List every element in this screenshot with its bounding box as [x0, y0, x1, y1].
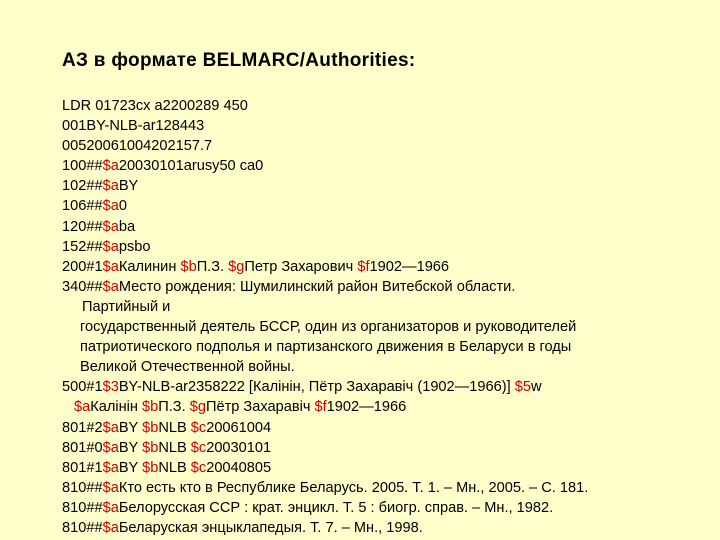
record-line: 120##$aba — [62, 218, 136, 235]
record-line: $aКалінін $bП.З. $gПётр Захаравіч $f1902—1966 — [74, 399, 407, 416]
record-line: Партийный и — [82, 298, 171, 315]
record-line: 001BY-NLB-ar128443 — [62, 118, 205, 135]
record-line: 100##$a20030101arusy50 ca0 — [62, 158, 264, 175]
record-line: 810##$aБелорусская ССР : крат. энцикл. Т. 5 : биогр. справ. – Мн., 1982. — [62, 499, 554, 516]
record-line: LDR 01723cx a2200289 450 — [62, 98, 248, 114]
record-line: Великой Отечественной войны. — [80, 359, 295, 376]
slide-title: АЗ в формате BELMARC/Authorities: — [62, 50, 416, 71]
record-line: 810##$aКто есть кто в Республике Беларусь. 2005. Т. 1. – Мн., 2005. – С. 181. — [62, 479, 589, 496]
record-line: 801#0$aBY $bNLB $c20030101 — [62, 439, 272, 456]
record-line: 106##$a0 — [62, 198, 127, 215]
record-line: 340##$aМесто рождения: Шумилинский район Витебской области. — [62, 278, 516, 295]
record-line: 801#2$aBY $bNLB $c20061004 — [62, 419, 272, 436]
record-line: 152##$apsbo — [62, 238, 151, 255]
record-line: 810##$aБеларуская энцыклапедыя. Т. 7. – Мн., 1998. — [62, 519, 423, 536]
record-line: 801#1$aBY $bNLB $c20040805 — [62, 459, 272, 476]
record-line: 200#1$aКалинин $bП.З. $gПетр Захарович $f1902—1966 — [62, 258, 450, 275]
record-line: патриотического подполья и партизанского движения в Беларуси в годы — [80, 339, 572, 356]
authority-record — [62, 96, 712, 538]
record-line: 500#1$3BY-NLB-ar2358222 [Калінін, Пётр Захаравіч (1902—1966)] $5w — [62, 379, 542, 396]
record-line: государственный деятель БССР, один из организаторов и руководителей — [80, 319, 577, 336]
record-line: 102##$aBY — [62, 178, 139, 195]
record-line: 00520061004202157.7 — [62, 138, 213, 155]
